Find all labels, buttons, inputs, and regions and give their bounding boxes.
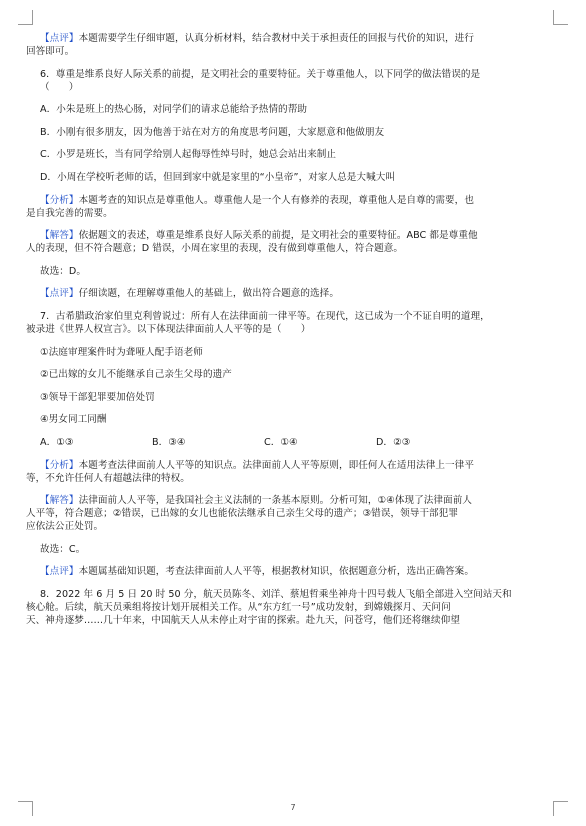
analysis-line: 等，不允许任何人有超越法律的特权。 xyxy=(26,472,190,484)
question-8-stem: 8．2022 年 6 月 5 日 20 时 50 分，航天员陈冬、刘洋、蔡旭哲乘坐神舟十四号载人飞船全部进入空间站天和 xyxy=(40,588,512,600)
solution-line: 人的表现，但不符合题意；D 错误，小周在家里的表现，没有做到尊重他人，符合题意。 xyxy=(26,243,403,255)
section-label: 【分析】 xyxy=(40,194,79,206)
crop-mark-top-left xyxy=(18,10,33,25)
analysis-line: 是自我完善的需要。 xyxy=(26,207,113,219)
comment-line: 回答即可。 xyxy=(26,46,75,57)
solution-line: 应依法公正处罚。 xyxy=(26,521,104,533)
analysis-line: 【分析】本题考查法律面前人人平等的知识点。法律面前人人平等原则，即任何人在适用法律上一律平 xyxy=(40,459,474,471)
answer-line: 故选：C。 xyxy=(40,543,86,555)
question-8-stem: 天、神舟逐梦……几十年来，中国航天人从未停止对宇宙的探索。赴九天，问苍穹，他们还将继续仰望 xyxy=(26,614,460,626)
comment-line: 【点评】仔细读题，在理解尊重他人的基础上，做出符合题意的选择。 xyxy=(40,288,339,300)
solution-line: 【解答】法律面前人人平等，是我国社会主义法制的一条基本原则。分析可知，①④体现了法律面前人 xyxy=(40,495,472,507)
question-6-option-b: B．小刚有很多朋友，因为他善于站在对方的角度思考问题，大家愿意和他做朋友 xyxy=(40,126,385,138)
question-6-stem: 6．尊重是维系良好人际关系的前提，是文明社会的重要特征。关于尊重他人，以下同学的做法错误的是 xyxy=(40,68,481,80)
section-label: 【解答】 xyxy=(40,495,79,507)
comment-line: 【点评】本题需要学生仔细审题，认真分析材料，结合教材中关于承担责任的回报与代价的知识，进行 xyxy=(40,33,474,44)
section-label: 【点评】 xyxy=(40,33,79,44)
question-6-option-d: D．小周在学校听老师的话，但回到家中就是家里的“小皇帝”，对家人总是大喊大叫 xyxy=(40,171,396,183)
question-7-statement: ④男女同工同酬 xyxy=(40,414,107,426)
question-7-option-d: D．②③ xyxy=(376,436,411,448)
question-8-stem: 核心舱。后续，航天员乘组将按计划开展相关工作。从“东方红一号”成功发射，到嫦娥探月、天问问 xyxy=(26,601,451,613)
comment-line: 【点评】本题属基础知识题，考查法律面前人人平等，根据教材知识，依据题意分析，选出正确答案。 xyxy=(40,566,474,578)
analysis-line: 【分析】本题考查的知识点是尊重他人。尊重他人是一个人有修养的表现，尊重他人是自尊的需要，也 xyxy=(40,194,474,206)
question-7-option-a: A．①③ xyxy=(40,436,74,448)
question-7-options xyxy=(26,436,560,449)
page-number: 7 xyxy=(290,803,296,812)
question-7-statement: ①法庭审理案件时为聋哑人配手语老师 xyxy=(40,346,203,358)
question-7-stem: 7．古希腊政治家伯里克利曾说过：所有人在法律面前一律平等。在现代，这已成为一个不证自明的道理， xyxy=(40,310,490,322)
question-7-stem: 被录进《世界人权宣言》。以下体现法律面前人人平等的是（ ） xyxy=(26,323,311,335)
question-6-blank: （ ） xyxy=(40,81,79,93)
question-6-option-c: C．小罗是班长，当有同学给别人起侮辱性绰号时，她总会站出来制止 xyxy=(40,149,337,161)
section-label: 【解答】 xyxy=(40,230,79,242)
answer-line: 故选：D。 xyxy=(40,265,87,277)
question-7-option-c: C．①④ xyxy=(264,436,298,448)
question-7-option-b: B．③④ xyxy=(152,436,186,448)
section-label: 【分析】 xyxy=(40,459,79,471)
question-7-statement: ②已出嫁的女儿不能继承自己亲生父母的遗产 xyxy=(40,369,232,381)
solution-line: 【解答】依据题文的表述，尊重是维系良好人际关系的前提，是文明社会的重要特征。ABC 都是尊重他 xyxy=(40,230,478,242)
section-label: 【点评】 xyxy=(40,288,79,300)
question-7-statement: ③领导干部犯罪要加倍处罚 xyxy=(40,391,155,403)
section-label: 【点评】 xyxy=(40,566,79,578)
solution-line: 人平等，符合题意；②错误，已出嫁的女儿也能依法继承自己亲生父母的遗产；③错误，领导干部犯罪 xyxy=(26,508,458,520)
page-body xyxy=(26,32,560,627)
question-6-option-a: A．小朱是班上的热心肠，对同学们的请求总能给予热情的帮助 xyxy=(40,104,307,116)
crop-mark-top-right xyxy=(553,10,568,25)
